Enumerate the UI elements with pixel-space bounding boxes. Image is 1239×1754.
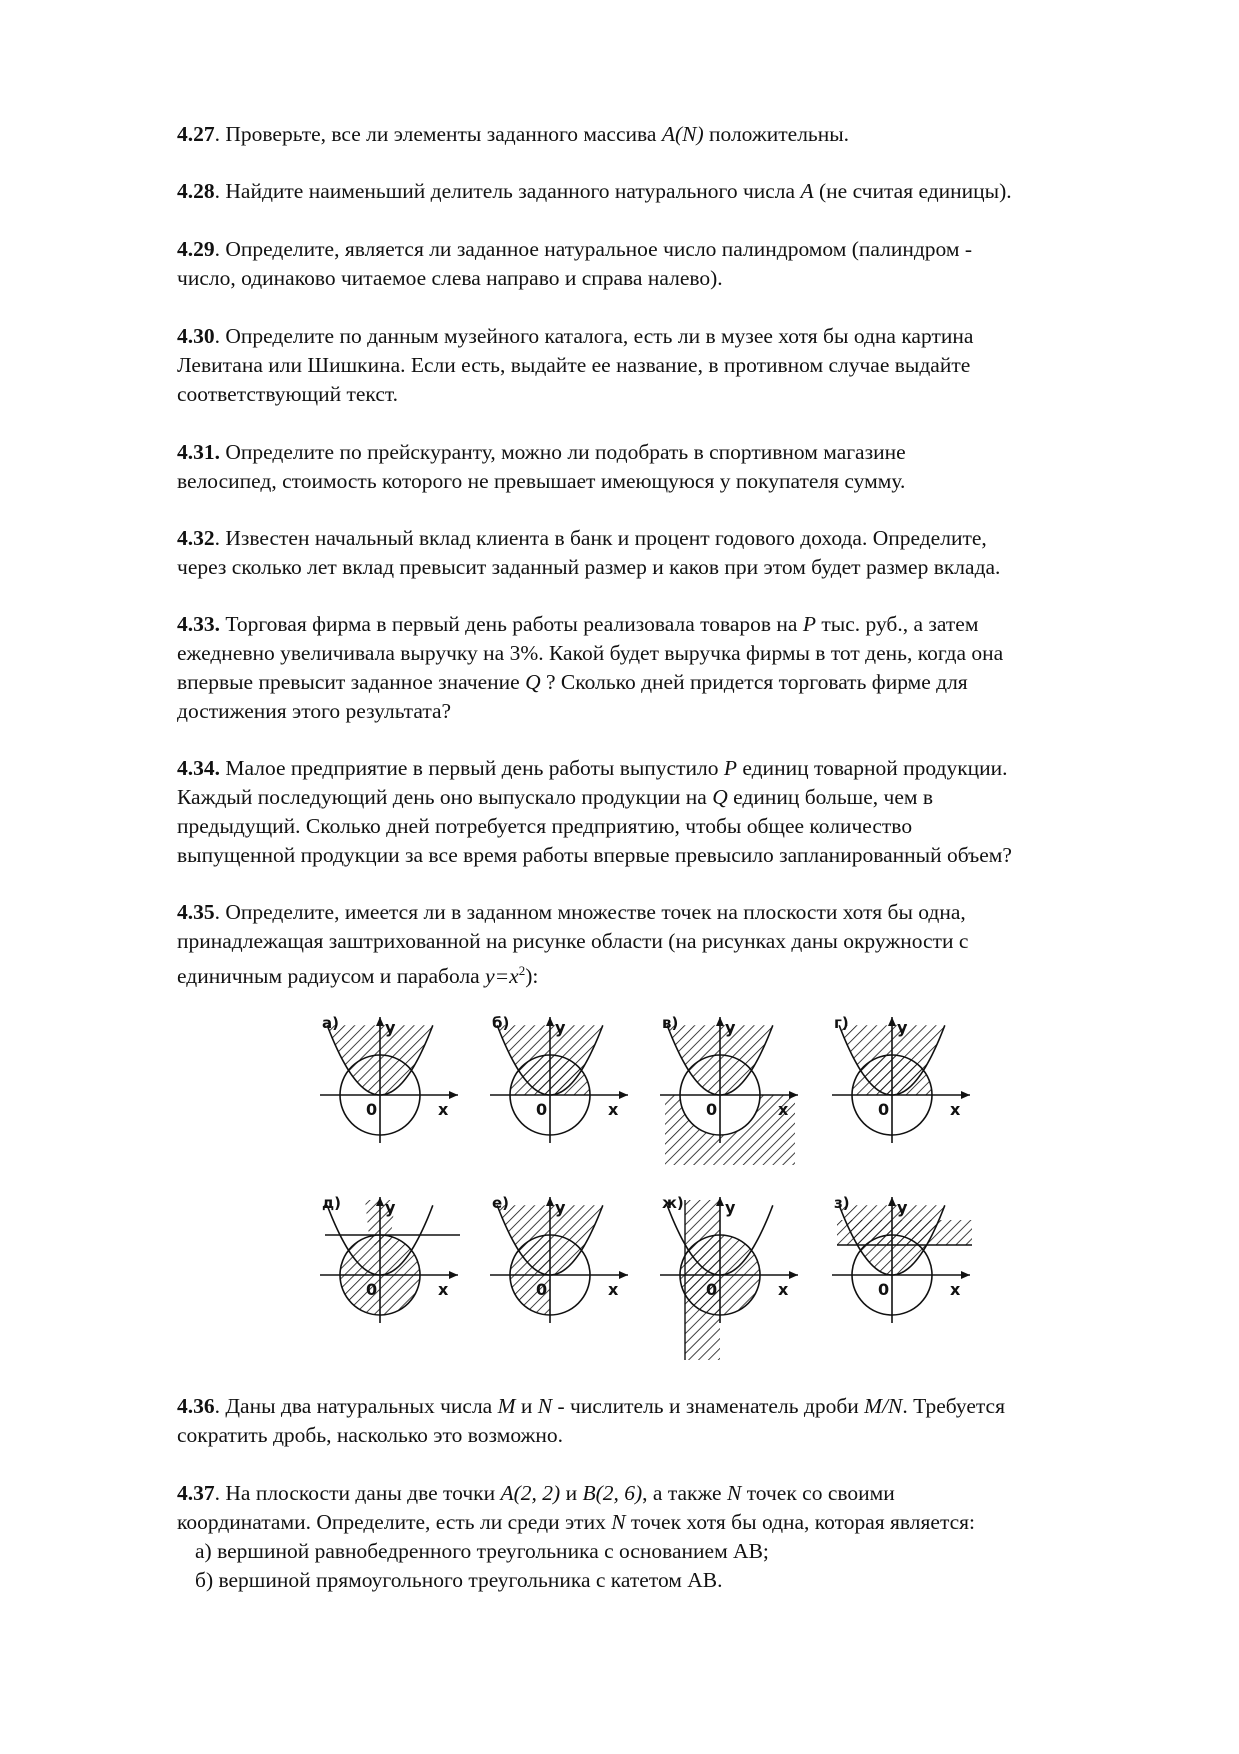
- problem-text: б) вершиной прямоугольного треугольника с катетом АВ.: [195, 1568, 723, 1592]
- figure-label: а): [322, 1014, 339, 1032]
- problem-4-34: [177, 754, 1162, 870]
- problem-text: положительны.: [703, 122, 850, 146]
- y-axis-label: y: [725, 1198, 736, 1217]
- variable: B(2, 6): [582, 1481, 643, 1505]
- problem-text: точек хотя бы одна, которая является:: [625, 1510, 976, 1534]
- origin-label: 0: [366, 1100, 378, 1119]
- x-axis-arrow: [449, 1091, 458, 1099]
- problem-text: . Определите, имеется ли в заданном множестве точек на плоскости хотя бы одна,: [214, 900, 966, 924]
- problem-text: и: [515, 1394, 538, 1418]
- figure-d: [320, 1190, 485, 1365]
- problem-text: Определите по прейскуранту, можно ли подобрать в спортивном магазине: [220, 440, 906, 464]
- y-axis-label: y: [725, 1018, 736, 1037]
- problem-number: 4.31.: [177, 440, 220, 464]
- x-axis-arrow: [619, 1271, 628, 1279]
- problem-text: , а также: [642, 1481, 727, 1505]
- origin-label: 0: [706, 1280, 718, 1299]
- figures-grid: [320, 1010, 1010, 1370]
- x-axis-arrow: [619, 1091, 628, 1099]
- problem-text: сократить дробь, насколько это возможно.: [177, 1423, 564, 1447]
- figure-z: [832, 1190, 997, 1365]
- variable: P: [802, 612, 816, 636]
- variable: Q: [525, 670, 541, 694]
- problem-number: 4.34.: [177, 756, 220, 780]
- problem-text: Торговая фирма в первый день работы реализовала товаров на: [220, 612, 803, 636]
- problem-text: . Даны два натуральных числа: [214, 1394, 498, 1418]
- variable: A: [800, 179, 814, 203]
- x-axis-arrow: [961, 1091, 970, 1099]
- problem-4-28: [177, 177, 1162, 206]
- problem-text: число, одинаково читаемое слева направо и справа налево).: [177, 266, 723, 290]
- y-axis-arrow: [546, 1017, 554, 1026]
- variable: y=x: [485, 964, 519, 989]
- problem-text: Каждый последующий день оно выпускало продукции на: [177, 785, 713, 809]
- y-axis-label: y: [897, 1018, 908, 1037]
- problem-text: единиц больше, чем в: [727, 785, 934, 809]
- figure-svg: [320, 1190, 485, 1365]
- problem-text: . Найдите наименьший делитель заданного натурального числа: [214, 179, 801, 203]
- problem-text: ):: [525, 964, 539, 989]
- problem-text: ? Сколько дней придется торговать фирме для: [540, 670, 968, 694]
- x-axis-label: x: [438, 1100, 449, 1119]
- y-axis-label: y: [897, 1198, 908, 1217]
- problem-text: точек со своими: [741, 1481, 895, 1505]
- problem-text: а) вершиной равнобедренного треугольника с основанием АВ;: [195, 1539, 769, 1563]
- problem-text: Левитана или Шишкина. Если есть, выдайте ее название, в противном случае выдайте: [177, 353, 971, 377]
- problem-text: и: [560, 1481, 583, 1505]
- problem-text: впервые превысит заданное значение: [177, 670, 526, 694]
- problem-text: единиц товарной продукции.: [736, 756, 1008, 780]
- variable: M: [497, 1394, 516, 1418]
- variable: A(2, 2): [500, 1481, 561, 1505]
- figure-b: [490, 1010, 655, 1185]
- exponent: 2: [518, 963, 526, 978]
- variable: Q: [712, 785, 728, 809]
- problem-4-36: [177, 1392, 1162, 1450]
- problem-text: . Проверьте, все ли элементы заданного массива: [214, 122, 662, 146]
- y-axis-arrow: [546, 1197, 554, 1206]
- problem-text: координатами. Определите, есть ли среди этих: [177, 1510, 612, 1534]
- problem-text: . На плоскости даны две точки: [214, 1481, 501, 1505]
- problem-text: тыс. руб., а затем: [815, 612, 979, 636]
- figure-e: [490, 1190, 655, 1365]
- problem-number: 4.30: [177, 324, 215, 348]
- problem-text: . Требуется: [902, 1394, 1005, 1418]
- x-axis-label: x: [608, 1100, 619, 1119]
- problem-4-27: [177, 120, 1162, 149]
- origin-label: 0: [536, 1280, 548, 1299]
- figure-label: в): [662, 1014, 679, 1032]
- problem-text: достижения этого результата?: [177, 699, 452, 723]
- figure-svg: [832, 1190, 997, 1365]
- figure-svg: [660, 1010, 825, 1185]
- problem-number: 4.27: [177, 122, 215, 146]
- problem-number: 4.32: [177, 526, 215, 550]
- problem-4-29: [177, 235, 1162, 293]
- figure-svg: [490, 1190, 655, 1365]
- problem-4-32: [177, 524, 1162, 582]
- problem-4-35: [177, 898, 1162, 991]
- problem-4-31: [177, 438, 1162, 496]
- y-axis-arrow: [888, 1017, 896, 1026]
- problem-text: выпущенной продукции за все время работы впервые превысило запланированный объем?: [177, 843, 1012, 867]
- y-axis-label: y: [385, 1198, 396, 1217]
- y-axis-label: y: [555, 1018, 566, 1037]
- figure-label: д): [322, 1194, 341, 1212]
- figure-svg: [490, 1010, 655, 1185]
- problem-number: 4.28: [177, 179, 215, 203]
- problem-number: 4.35: [177, 900, 215, 924]
- y-axis-arrow: [716, 1017, 724, 1026]
- x-axis-arrow: [961, 1271, 970, 1279]
- x-axis-label: x: [778, 1280, 789, 1299]
- x-axis-label: x: [950, 1280, 961, 1299]
- variable: M/N: [864, 1394, 903, 1418]
- variable: N: [611, 1510, 626, 1534]
- problem-text: соответствующий текст.: [177, 382, 399, 406]
- problem-text: принадлежащая заштрихованной на рисунке области (на рисунках даны окружности с: [177, 929, 969, 953]
- problem-text: через сколько лет вклад превысит заданный размер и каков при этом будет размер вклада.: [177, 555, 1001, 579]
- figure-svg: [832, 1010, 997, 1185]
- origin-label: 0: [536, 1100, 548, 1119]
- figure-label: ж): [662, 1194, 684, 1212]
- origin-label: 0: [366, 1280, 378, 1299]
- figure-label: е): [492, 1194, 510, 1212]
- problem-text: предыдущий. Сколько дней потребуется предприятию, чтобы общее количество: [177, 814, 913, 838]
- y-axis-label: y: [385, 1018, 396, 1037]
- problem-number: 4.36: [177, 1394, 215, 1418]
- problem-number: 4.37: [177, 1481, 215, 1505]
- x-axis-arrow: [449, 1271, 458, 1279]
- figure-label: г): [834, 1014, 849, 1032]
- variable: N: [726, 1481, 742, 1505]
- problem-text: . Определите, является ли заданное натуральное число палиндромом (палиндром -: [214, 237, 973, 261]
- x-axis-label: x: [950, 1100, 961, 1119]
- figure-label: б): [492, 1014, 510, 1032]
- figure-g: [832, 1010, 997, 1185]
- problem-text: (не считая единицы).: [813, 179, 1012, 203]
- problem-text: . Определите по данным музейного каталога, есть ли в музее хотя бы одна картина: [214, 324, 974, 348]
- problem-number: 4.33.: [177, 612, 220, 636]
- origin-label: 0: [878, 1280, 890, 1299]
- variable: A(N): [661, 122, 704, 146]
- figure-zh: [660, 1190, 825, 1365]
- y-axis-label: y: [555, 1198, 566, 1217]
- problem-text: ежедневно увеличивала выручку на 3%. Какой будет выручка фирмы в тот день, когда она: [177, 641, 1004, 665]
- problem-4-37: [177, 1479, 1162, 1595]
- figure-svg: [320, 1010, 485, 1185]
- problem-number: 4.29: [177, 237, 215, 261]
- x-axis-label: x: [608, 1280, 619, 1299]
- x-axis-label: x: [778, 1100, 789, 1119]
- figure-label: з): [834, 1194, 850, 1212]
- figure-a: [320, 1010, 485, 1185]
- variable: N: [537, 1394, 553, 1418]
- origin-label: 0: [706, 1100, 718, 1119]
- problem-4-33: [177, 610, 1162, 726]
- problem-text: - числитель и знаменатель дроби: [552, 1394, 865, 1418]
- y-axis-arrow: [888, 1197, 896, 1206]
- x-axis-arrow: [789, 1271, 798, 1279]
- origin-label: 0: [878, 1100, 890, 1119]
- y-axis-arrow: [376, 1017, 384, 1026]
- variable: P: [723, 756, 737, 780]
- figure-v: [660, 1010, 825, 1185]
- problem-text: . Известен начальный вклад клиента в банк и процент годового дохода. Определите,: [214, 526, 987, 550]
- x-axis-label: x: [438, 1280, 449, 1299]
- problem-text: единичным радиусом и парабола: [177, 964, 486, 989]
- problem-text: Малое предприятие в первый день работы выпустило: [220, 756, 724, 780]
- problem-4-30: [177, 322, 1162, 409]
- problem-text: велосипед, стоимость которого не превышает имеющуюся у покупателя сумму.: [177, 469, 906, 493]
- figure-svg: [660, 1190, 825, 1365]
